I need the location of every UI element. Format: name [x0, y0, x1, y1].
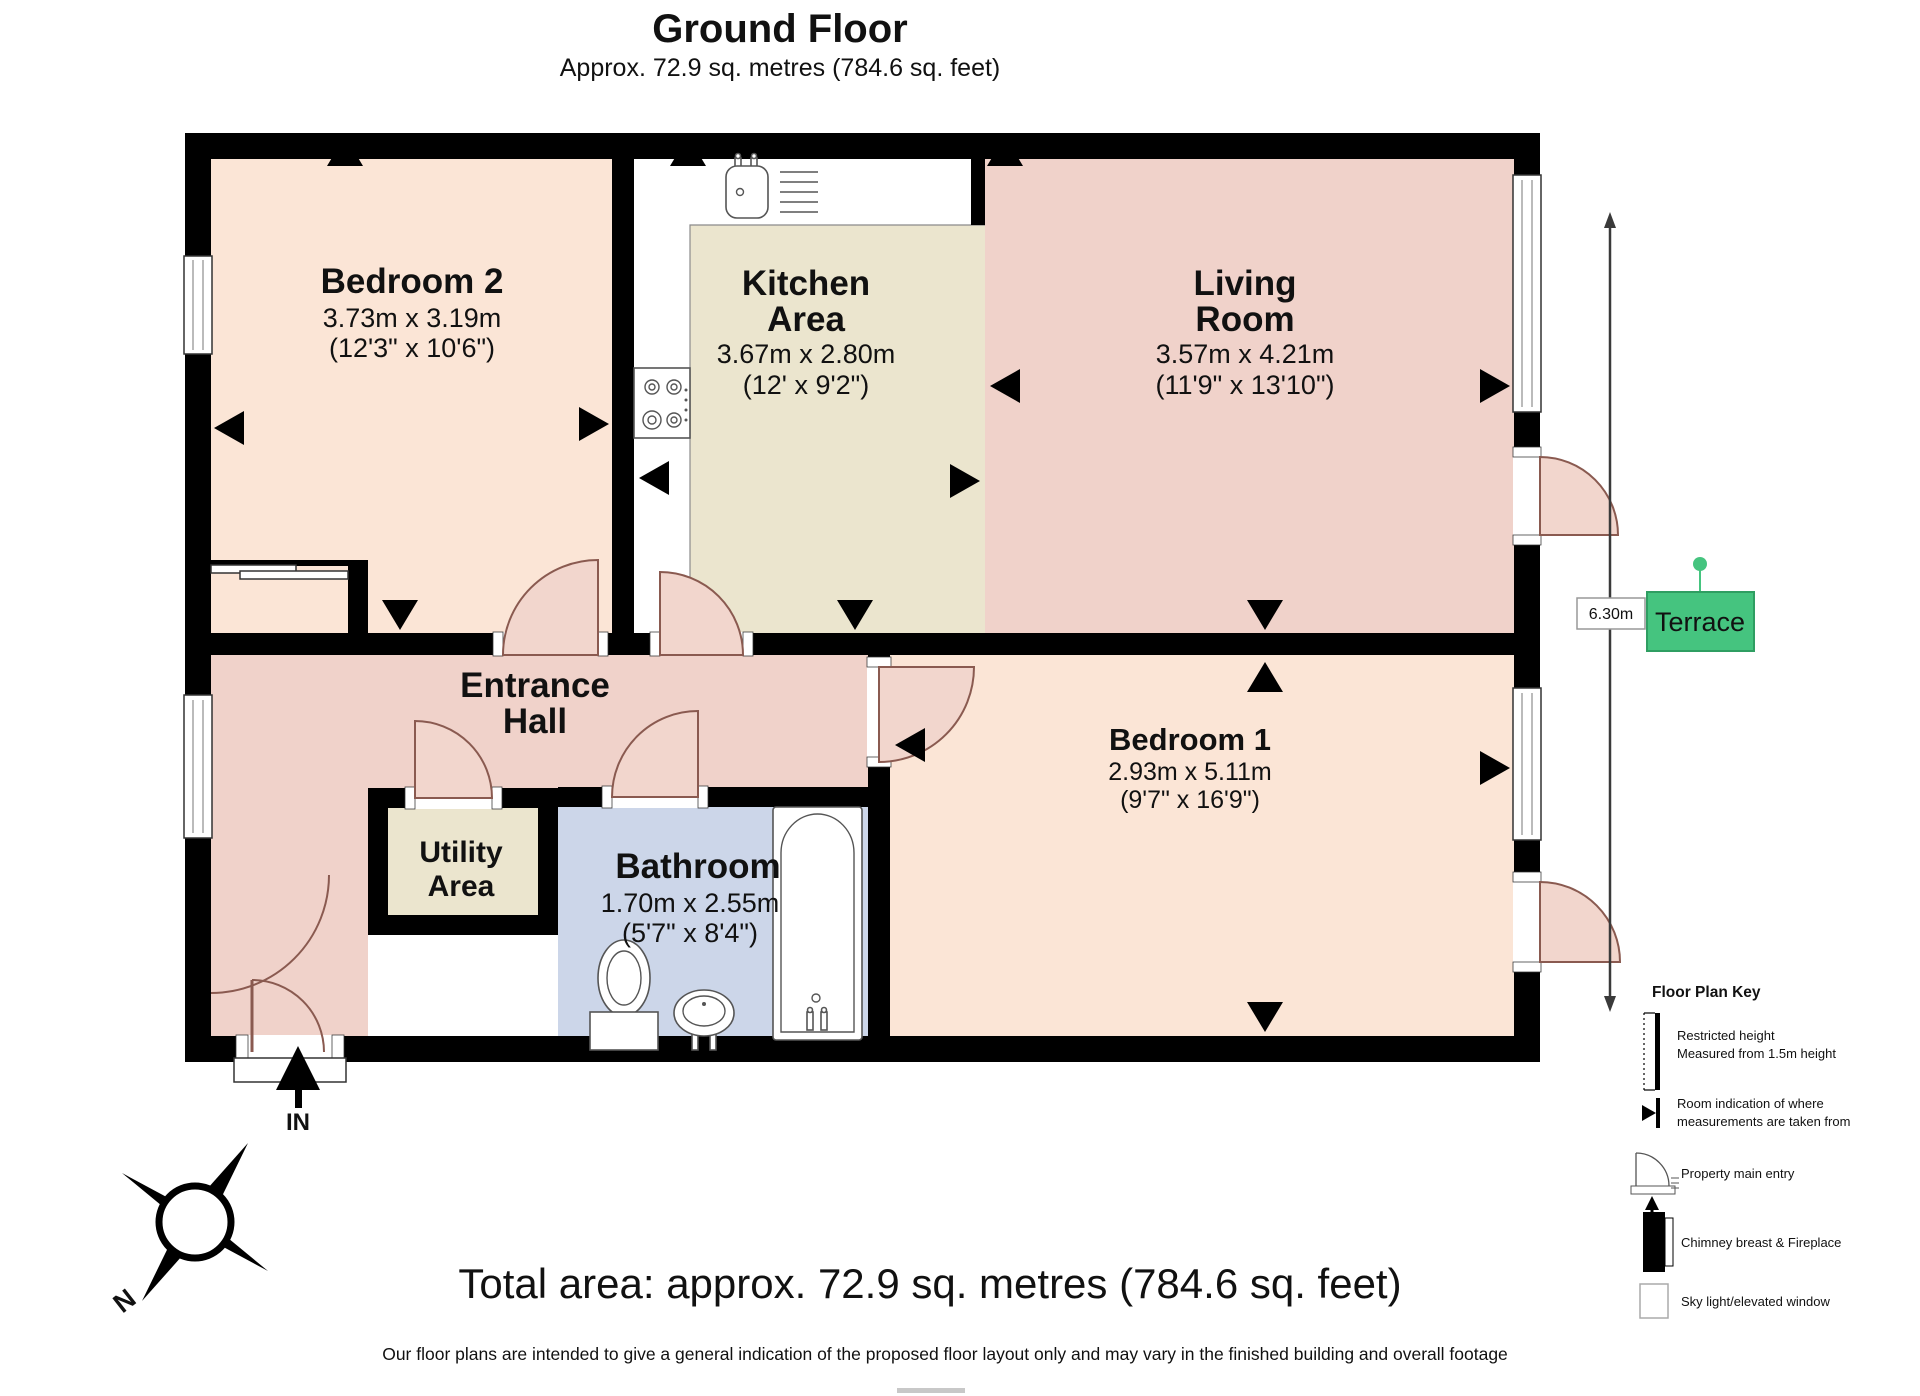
terrace-label: Terrace	[1654, 607, 1746, 637]
page-title: Ground Floor	[652, 7, 908, 51]
wall-mid	[185, 633, 1514, 655]
bedroom1-window	[1513, 688, 1541, 840]
wall-counter-living-stub	[971, 159, 985, 225]
living-metric: 3.57m x 4.21m	[1155, 339, 1335, 369]
bedroom1-name: Bedroom 1	[1109, 722, 1271, 757]
floor-plan-key	[1631, 984, 1850, 1318]
bathroom-name: Bathroom	[615, 847, 781, 886]
terrace-marker[interactable]	[1647, 557, 1754, 651]
living-terrace-door	[1540, 457, 1618, 535]
kitchen-imperial: (12' x 9'2")	[742, 370, 870, 400]
kitchen-name-line2: Area	[767, 300, 845, 339]
utility-name-line2: Area	[427, 870, 495, 903]
wall-bottom	[185, 1036, 1540, 1062]
terrace-pin-icon[interactable]	[1693, 557, 1707, 571]
measurement-arrow-icon	[1642, 1098, 1660, 1128]
stove-icon	[634, 368, 690, 438]
wall-utility-left	[368, 788, 388, 935]
key-item-3-line1: Property main entry	[1681, 1166, 1795, 1181]
living-name-line1: Living	[1193, 264, 1297, 303]
bedroom1-imperial: (9'7" x 16'9")	[1120, 786, 1260, 814]
wall-top	[185, 133, 1540, 159]
living-room-window	[1513, 175, 1541, 412]
key-title: Floor Plan Key	[1652, 984, 1761, 1001]
compass-north-label: N	[107, 1283, 142, 1319]
entrance-name-line1: Entrance	[460, 666, 610, 705]
bathtub-icon	[773, 807, 862, 1040]
kitchen-name-line1: Kitchen	[741, 264, 871, 303]
total-area-label: Total area: approx. 72.9 sq. metres (784.6 sq. feet)	[458, 1260, 1402, 1307]
terrace-annotation	[1577, 212, 1754, 1012]
bedroom1-floor	[890, 655, 1514, 1036]
bedroom2-name: Bedroom 2	[320, 262, 504, 301]
bedroom1-metric: 2.93m x 5.11m	[1108, 758, 1272, 786]
bedroom2-window	[184, 256, 212, 354]
restricted-height-icon	[1644, 1013, 1660, 1090]
entrance-hall-floor-left	[211, 786, 368, 1036]
bottom-artifact	[897, 1388, 965, 1393]
entrance-name-line2: Hall	[502, 702, 568, 741]
wall-closet-stub	[348, 560, 368, 655]
key-item-2-line2: measurements are taken from	[1677, 1114, 1851, 1129]
entry-in-label: IN	[286, 1109, 310, 1136]
key-item-5-line1: Sky light/elevated window	[1681, 1294, 1830, 1309]
skylight-icon	[1640, 1284, 1668, 1318]
bedroom2-metric: 3.73m x 3.19m	[322, 303, 502, 333]
page-subtitle: Approx. 72.9 sq. metres (784.6 sq. feet)	[559, 54, 1001, 82]
wall-utility-right	[538, 788, 558, 935]
key-item-2-line1: Room indication of where	[1677, 1096, 1824, 1111]
utility-name-line1: Utility	[419, 836, 503, 869]
key-item-4-line1: Chimney breast & Fireplace	[1681, 1235, 1842, 1250]
key-item-1-line2: Measured from 1.5m height	[1677, 1046, 1836, 1061]
closet-floor	[211, 571, 348, 633]
living-name-line2: Room	[1195, 300, 1295, 339]
kitchen-metric: 3.67m x 2.80m	[716, 339, 896, 369]
wall-bedroom2-kitchen	[612, 133, 634, 655]
disclaimer-text: Our floor plans are intended to give a general indication of the proposed floor layout only and may vary in the finished building and overall footage	[382, 1344, 1508, 1364]
living-imperial: (11'9" x 13'10")	[1155, 370, 1335, 400]
bedroom2-imperial: (12'3" x 10'6")	[328, 333, 496, 363]
bathroom-imperial: (5'7" x 8'4")	[621, 918, 759, 948]
wall-utility-bottom	[368, 915, 558, 935]
chimney-icon	[1643, 1212, 1673, 1272]
key-item-1-line1: Restricted height	[1677, 1028, 1775, 1043]
bedroom1-terrace-door	[1540, 882, 1620, 962]
compass-rose	[108, 1143, 268, 1319]
bathroom-metric: 1.70m x 2.55m	[600, 888, 780, 918]
hall-window	[184, 695, 212, 838]
terrace-length-label: 6.30m	[1588, 606, 1634, 623]
